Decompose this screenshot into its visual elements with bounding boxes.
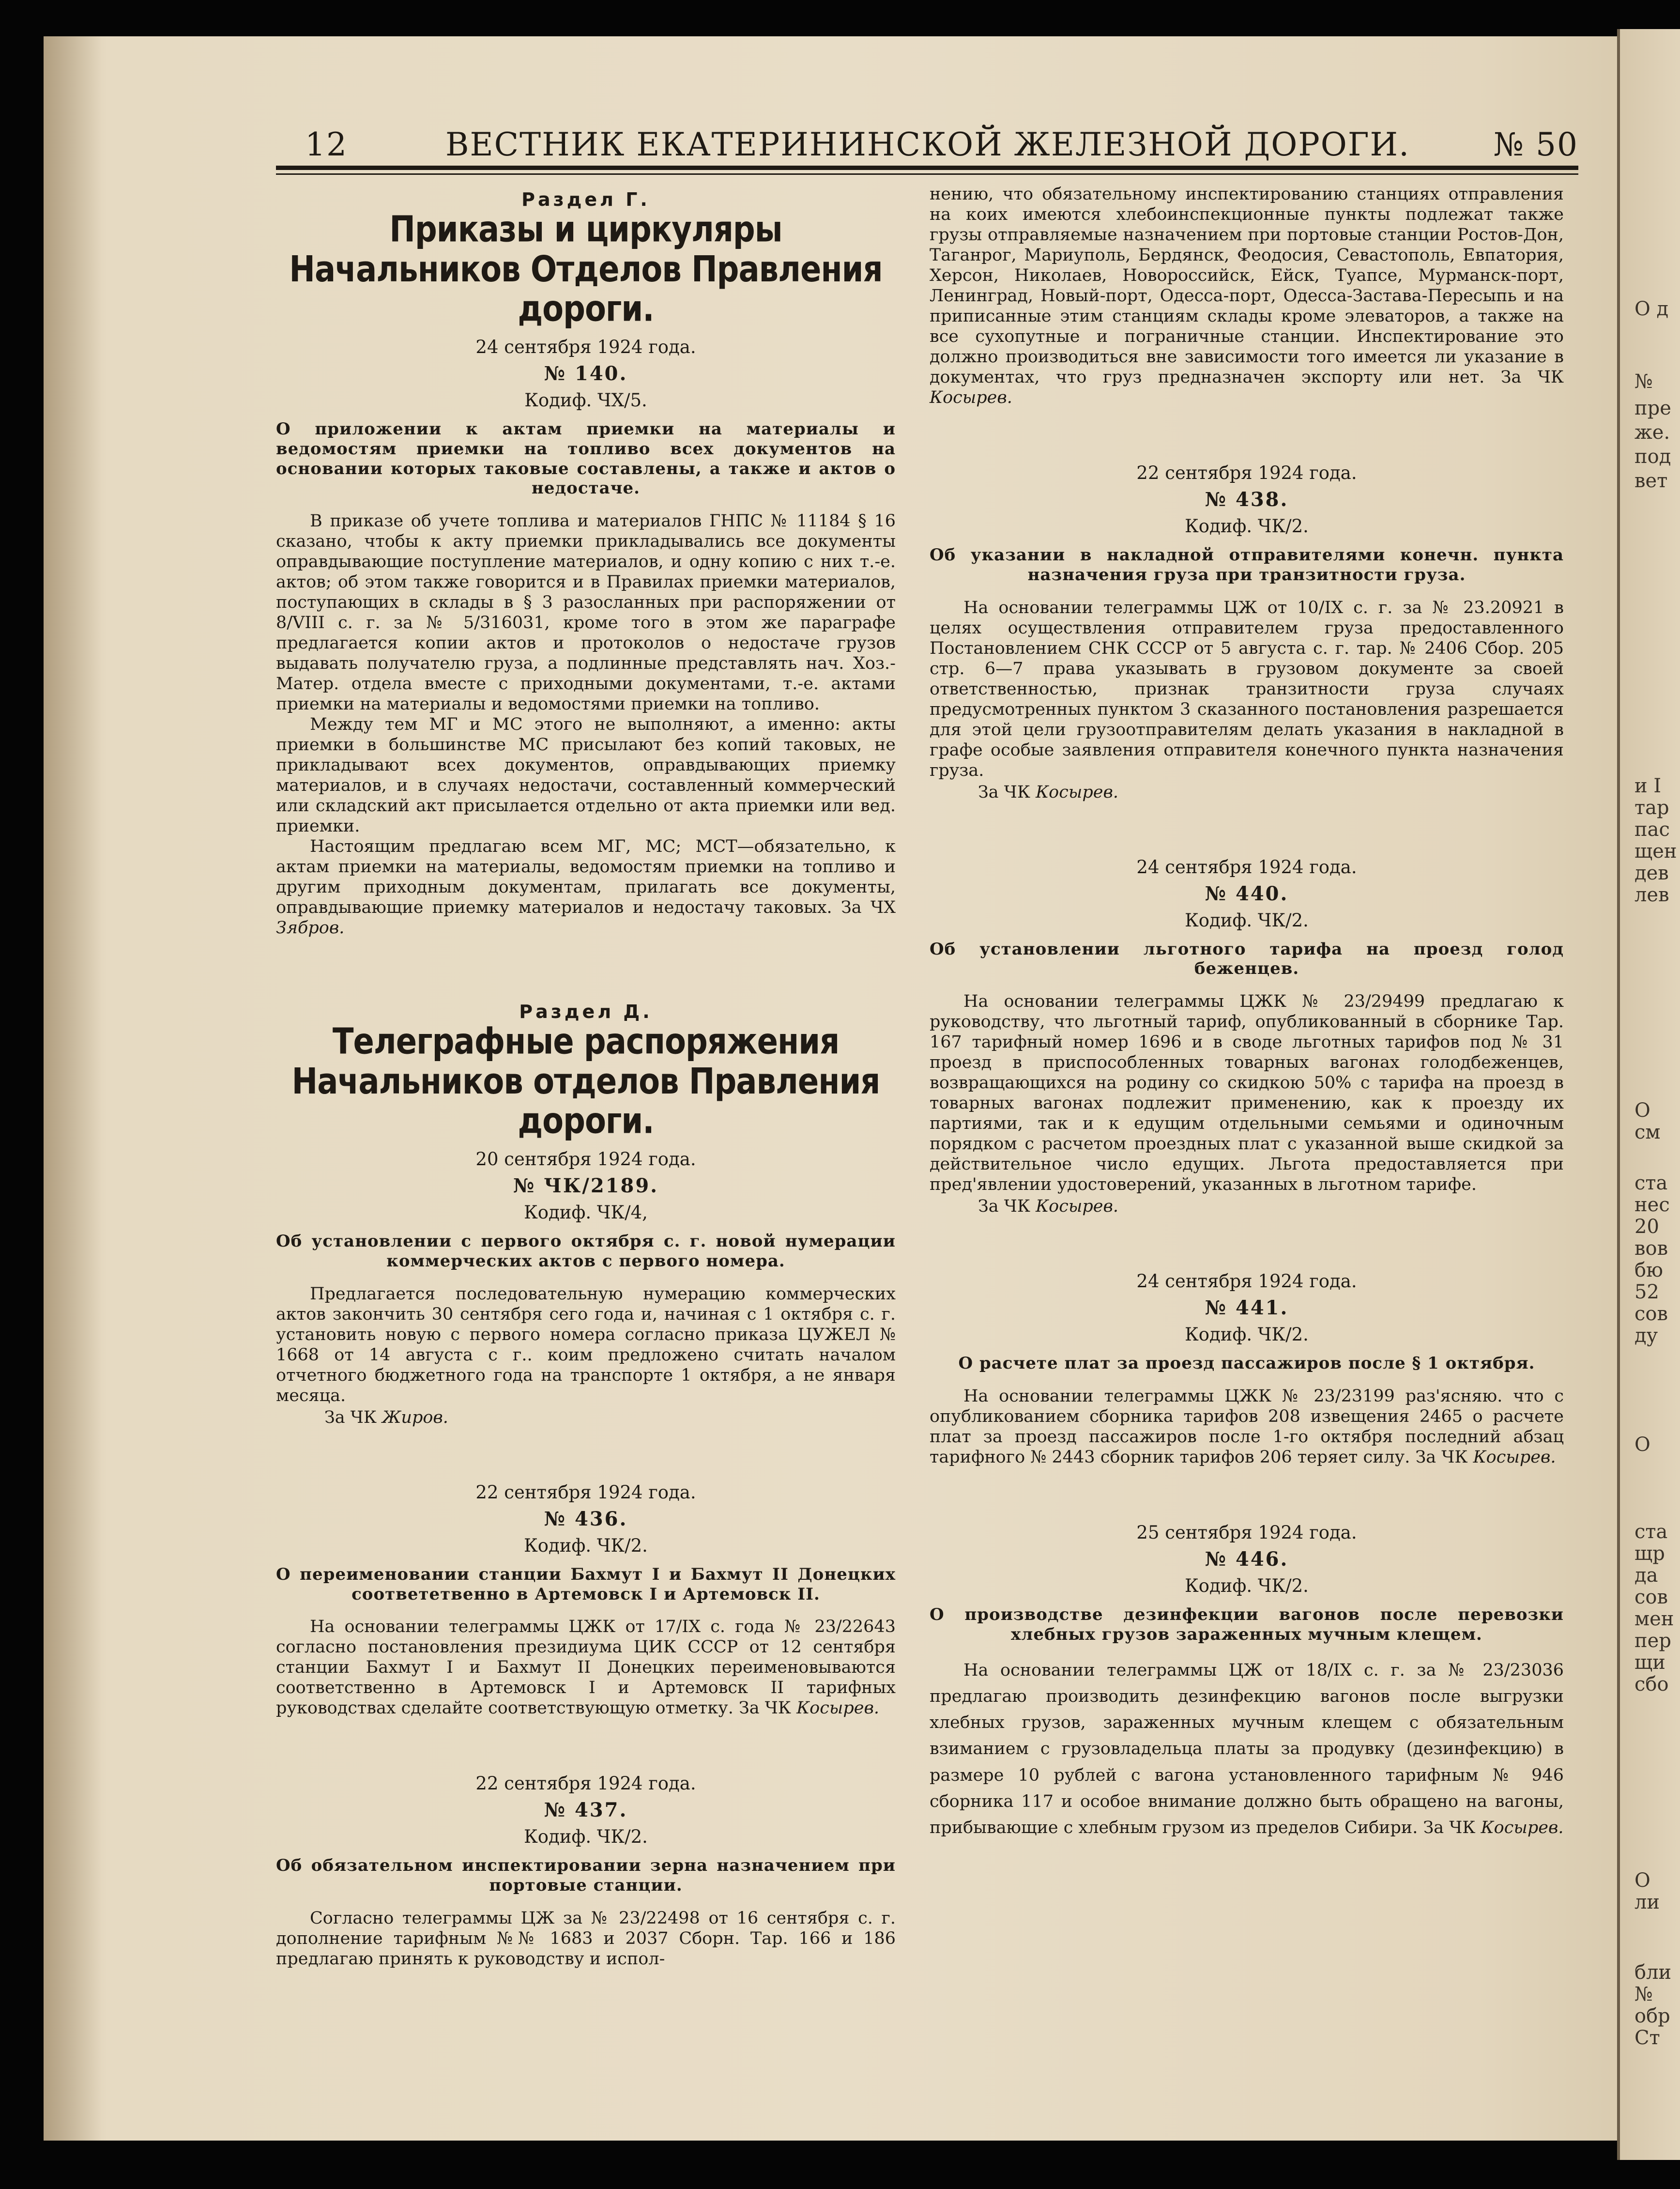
next-page-fragment: нес <box>1634 1194 1670 1216</box>
order-subject: Об обязательном инспектировании зерна назначением при портовые станции. <box>276 1856 896 1896</box>
order-date: 20 сентября 1924 года. <box>475 1149 696 1170</box>
next-page-fragment: О <box>1634 1099 1650 1122</box>
signatory-name: Жиров. <box>382 1407 448 1427</box>
order-date: 22 сентября 1924 года. <box>1136 462 1357 483</box>
order-subject: Об установлении с первого октября с. г. новой нумерации коммерческих актов с первого номера. <box>276 1232 896 1271</box>
next-page-fragment: ли <box>1634 1891 1660 1913</box>
order-number: № 441. <box>1205 1296 1289 1320</box>
order-paragraph: На основании телеграммы ЦЖ от 10/IX с. г. за № 23.20921 в целях осуществления отправителем груза предоставленного Постановлением СНК СССР от 5 августа с. г. тар. № 2406 Сбор. 205 стр. 6—7 права указывать в грузовом документе за своей ответственностью, признак транзитности груза случаях предусмотренных пунктом 3 сказанного постановления разрешается для этой цели грузоотправителям делать указания в накладной в графе особые заявления отправителя конечного пункта назначения груза. <box>930 598 1564 780</box>
order-paragraph <box>276 1617 896 1718</box>
section-g-label: Раздел Г. <box>521 189 650 210</box>
order-subject: О переименовании станции Бахмут I и Бахмут II Донецких соответетвенно в Артемовск I и Артемовск II. <box>276 1564 896 1604</box>
order-kodif: Кодиф. ЧК/2. <box>1185 1324 1309 1345</box>
next-page-fragment: бю <box>1634 1259 1663 1281</box>
order-paragraph: На основании телеграммы ЦЖК № 23/29499 предлагаю к руководству, что льготный тариф, опубликованный в сборнике Тар. 167 тарифный номер 1696 и в своде льготных тарифов под № 31 проезд в приспособленных товарных вагонах голодбеженцев, возвращающихся на родину со скидкою 50% с тарифа на проезд в товарных вагонах подлежит применению, как к проезду их партиями, так и к едущим отдельными семьями и одиночным порядком с расчетом проездных плат с указанной выше скидкой за действительное число едущих. Льгота предоставляется при пред'явлении удостоверений, указанных в льготном тарифе. <box>930 992 1564 1195</box>
issue-number: № 50 <box>1493 126 1578 163</box>
order-subject: О приложении к актам приемки на материалы и ведомостям приемки на топливо всех документов на основании которых таковые составлены, а также и актов о недостаче. <box>276 419 896 498</box>
next-page-fragment: № <box>1634 370 1653 393</box>
next-page-fragment: бли <box>1634 1961 1672 1984</box>
order-date: 24 сентября 1924 года. <box>1136 856 1357 878</box>
next-page-fragment: щен <box>1634 840 1677 863</box>
next-page-fragment: сбо <box>1634 1673 1669 1696</box>
signature <box>978 783 1564 802</box>
order-paragraph <box>930 184 1564 408</box>
signatory-name: Косырев. <box>930 388 1012 407</box>
order-number: № 140. <box>544 362 628 385</box>
journal-title: ВЕСТНИК ЕКАТЕРИНИНСКОЙ ЖЕЛЕЗНОЙ ДОРОГИ. <box>445 126 1410 163</box>
order-number: № 440. <box>1205 882 1289 905</box>
page-number: 12 <box>305 126 348 163</box>
next-page-fragment: ду <box>1634 1325 1658 1347</box>
order-subject: О расчете плат за проезд пассажиров после § 1 октября. <box>958 1354 1535 1373</box>
next-page-fragment: обр <box>1634 2005 1670 2027</box>
order-paragraph: Предлагается последовательную нумерацию коммерческих актов закончить 30 сентября сего года и, начиная с 1 октября с. г. установить новую с первого номера согласно приказа ЦУЖЕЛ № 1668 от 14 августа с г.. коим предложено считать началом отчетного бюджетного года на транспорте 1 октября, а не января месяца. <box>276 1284 896 1405</box>
order-kodif: Кодиф. ЧК/2. <box>1185 516 1309 537</box>
adjacent-page-edge <box>1617 29 1680 2160</box>
order-paragraph: Согласно телеграммы ЦЖ за № 23/22498 от 16 сентября с. г. дополнение тарифным №№ 1683 и 2037 Сборн. Тар. 166 и 186 предлагаю принять к руководству и испол- <box>276 1909 896 1969</box>
next-page-fragment: 52 <box>1634 1281 1659 1303</box>
next-page-fragment: же. <box>1634 421 1670 444</box>
order-subject: Об указании в накладной отправителями конечн. пункта назначения груза при транзитности груза. <box>930 545 1564 585</box>
next-page-fragment: щр <box>1634 1542 1665 1565</box>
signature-prefix: За ЧК <box>324 1407 377 1427</box>
next-page-fragment: мен <box>1634 1608 1674 1630</box>
next-page-fragment: вов <box>1634 1237 1668 1260</box>
right-column <box>930 184 1564 1841</box>
order-paragraph <box>930 1386 1564 1467</box>
signatory-name: Косырев. <box>1473 1447 1556 1467</box>
order-kodif: Кодиф. ЧК/2. <box>524 1826 648 1848</box>
order-date: 22 сентября 1924 года. <box>475 1773 696 1794</box>
signatory-name: Косырев. <box>1481 1818 1564 1838</box>
paragraph-text: На основании телеграммы ЦЖК № 23/23199 раз'ясняю. что с опубликованием сборника тарифов 208 извещения 2465 о расчете плат за проезд пассажиров после 1-го октября последний абзац тарифного № 2443 сборник тарифов 206 теряет силу. За ЧК <box>930 1386 1564 1467</box>
next-page-fragment: пер <box>1634 1630 1671 1652</box>
next-page-fragment: ста <box>1634 1521 1668 1543</box>
signatory-name: Косырев. <box>796 1698 879 1718</box>
next-page-fragment: О <box>1634 1869 1650 1892</box>
next-page-fragment: О д <box>1634 298 1669 320</box>
paragraph-text: На основании телеграммы ЦЖ от 18/IX с. г. за № 23/23036 предлагаю производить дезинфекцию вагонов после выгрузки хлебных грузов, зараженных мучным клещем с обязательным взиманием с грузовладельца платы за продувку (дезинфекцию) в размере 10 рублей с вагона установленного тарифным № 946 сборника 117 и особое внимание должно быть обращено на вагоны, прибывающие с хлебным грузом из пределов Сибири. За ЧК <box>930 1660 1564 1838</box>
order-paragraph: Между тем МГ и МС этого не выполняют, а именно: акты приемки в большинстве МС присылают без копий таковых, не прикладывают всех документов, оправдывающих приемку материалов, и в случаях недостачи, составленный коммерческий или складский акт присылается отдельно от акта приемки или вед. приемки. <box>276 715 896 836</box>
order-number: № 436. <box>544 1507 628 1530</box>
next-page-fragment: пре <box>1634 397 1671 419</box>
next-page-fragment: сов <box>1634 1586 1668 1608</box>
order-paragraph <box>276 836 896 938</box>
order-kodif: Кодиф. ЧК/2. <box>524 1535 648 1556</box>
section-d-label: Раздел Д. <box>519 1001 653 1023</box>
next-page-fragment: О <box>1634 1434 1650 1456</box>
next-page-fragment: 20 <box>1634 1216 1659 1238</box>
next-page-fragment: лев <box>1634 884 1669 906</box>
section-g-title: Приказы и циркуляры Начальников Отделов Правления дороги. <box>289 209 883 330</box>
order-number: № 446. <box>1205 1547 1289 1571</box>
section-d-title: Телеграфные распоряжения Начальников отделов Правления дороги. <box>291 1021 880 1142</box>
running-header <box>276 121 1578 170</box>
next-page-fragment: тар <box>1634 797 1669 819</box>
signature <box>978 1197 1564 1216</box>
next-page-fragment: сов <box>1634 1303 1668 1325</box>
order-number: № 438. <box>1205 488 1289 511</box>
order-kodif: Кодиф. ЧК/2. <box>1185 910 1309 931</box>
order-subject: Об установлении льготного тарифа на проезд голод беженцев. <box>930 939 1564 979</box>
signatory-name: Зябров. <box>276 918 345 938</box>
order-paragraph <box>930 1657 1564 1841</box>
order-paragraph: В приказе об учете топлива и материалов ГНПС № 11184 § 16 сказано, чтобы к акту приемки прикладывались все документы оправдывающие поступление материалов, и одну копию с них т.-е. актов; об этом также говорится и в Правилах приемки материалов, поступающих в склады в § 3 разосланных при распоряжении от 8/VIII с. г. за № 5/316031, кроме того в этом же параграфе предлагается копии актов и протоколов о недостаче грузов выдавать получателю груза, а подлинные представлять нач. Хоз.-Матер. отдела вместе с приходными документами, т.-е. актами приемки на материалы и ведомостями приемки на топливо. <box>276 511 896 714</box>
order-kodif: Кодиф. ЧК/4, <box>524 1202 648 1223</box>
next-page-fragment: см <box>1634 1121 1661 1143</box>
paragraph-text: нению, что обязательному инспектированию станциях отправления на коих имеются хлебоинспекционные пункты подлежат также грузы отправляемые назначением при портовые станции Ростов-Дон, Таганрог, Мариуполь, Бердянск, Феодосия, Севастополь, Евпатория, Херсон, Николаев, Новороссийск, Ейск, Туапсе, Мурманск-порт, Ленинград, Новый-порт, Одесса-порт, Одесса-Застава-Пересыпь и на приписанные этим станциям склады кроме элеваторов, а также на все сухопутные и пограничные станции. Инспектирование это должно производиться вне зависимости того имеется ли указание в документах, что груз предназначен экспорту или нет. За ЧК <box>930 185 1564 387</box>
order-number: № 437. <box>544 1799 628 1822</box>
signature-prefix: За ЧК <box>978 782 1030 802</box>
next-page-fragment: Ст <box>1634 2027 1660 2049</box>
next-page-fragment: щи <box>1634 1651 1665 1674</box>
order-date: 22 сентября 1924 года. <box>475 1481 696 1503</box>
next-page-fragment: ста <box>1634 1172 1668 1194</box>
page-fold-shadow <box>44 36 102 2141</box>
left-column <box>276 184 896 1969</box>
order-date: 24 сентября 1924 года. <box>475 337 696 358</box>
next-page-fragment: вет <box>1634 470 1668 492</box>
order-date: 24 сентября 1924 года. <box>1136 1271 1357 1292</box>
next-page-fragment: пас <box>1634 818 1670 841</box>
order-number: № ЧК/2189. <box>513 1174 659 1198</box>
order-kodif: Кодиф. ЧК/2. <box>1185 1575 1309 1596</box>
next-page-fragment: под <box>1634 446 1671 468</box>
signatory-name: Косырев. <box>1036 782 1118 802</box>
order-subject: О производстве дезинфекции вагонов после перевозки хлебных грузов зараженных мучным клещем. <box>930 1604 1564 1644</box>
paragraph-text: Настоящим предлагаю всем МГ, МС; МСТ—обязательно, к актам приемки на материалы, ведомостям приемки на топливо и другим приходным документам, прилагать все документы, оправдывающие приемку материалов и недостачу таковых. За ЧХ <box>276 837 896 918</box>
next-page-fragment: и І <box>1634 775 1662 797</box>
signatory-name: Косырев. <box>1036 1197 1118 1217</box>
header-rule-thick <box>276 166 1578 170</box>
next-page-fragment: дев <box>1634 862 1669 884</box>
signature <box>324 1408 896 1427</box>
order-kodif: Кодиф. ЧХ/5. <box>524 390 647 411</box>
header-rule-thin <box>276 173 1578 175</box>
next-page-fragment: да <box>1634 1564 1658 1587</box>
order-date: 25 сентября 1924 года. <box>1136 1522 1357 1543</box>
signature-prefix: За ЧК <box>978 1197 1030 1217</box>
paragraph-text: На основании телеграммы ЦЖК от 17/IX с. года № 23/22643 согласно постановления президиума ЦИК СССР от 12 сентября станции Бахмут I и Бахмут II Донецких переименовываются соответственно в Артемовск I и Артемовск II тарифных руководствах сделайте соответствующую отметку. За ЧК <box>276 1617 896 1718</box>
next-page-fragment: № <box>1634 1983 1653 2005</box>
